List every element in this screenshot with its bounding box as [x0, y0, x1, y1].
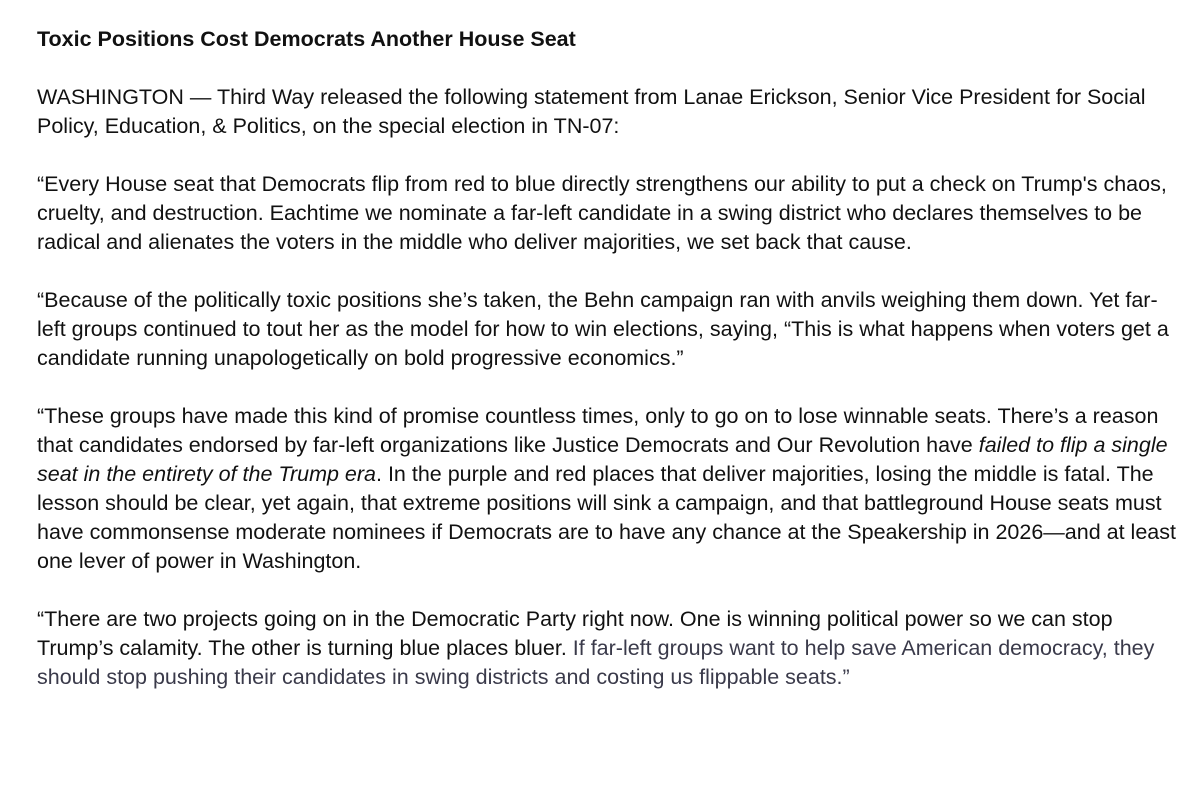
paragraph-3-text-start: “These groups have made this kind of promise countless times, only to go on to lose winnable seats. There’s a reason that candidates endorsed by far-left organizations like Justice Democrats and Our Revolution have	[37, 404, 1159, 457]
document-title: Toxic Positions Cost Democrats Another House Seat	[37, 27, 576, 51]
paragraph-4-text-main: “There are two projects going on in the Democratic Party right now. One is winning political power so we can stop Trump’s calamity. The other is turning blue places bluer.	[37, 607, 1113, 660]
paragraph-3-italic-text: failed to flip a single seat in the entirety of the Trump era	[37, 433, 1168, 486]
statement-paragraph-3	[37, 402, 1177, 576]
dateline-paragraph: WASHINGTON — Third Way released the following statement from Lanae Erickson, Senior Vice President for Social Policy, Education, & Politics, on the special election in TN-07:	[37, 85, 1146, 138]
statement-document	[37, 25, 1177, 721]
statement-paragraph-4	[37, 605, 1177, 692]
statement-paragraph-2: “Because of the politically toxic positions she’s taken, the Behn campaign ran with anvils weighing them down. Yet far-left groups continued to tout her as the model for how to win elections, saying, “This is what happens when voters get a candidate running unapologetically on bold progressive economics.”	[37, 288, 1169, 370]
paragraph-3-text-end: . In the purple and red places that deliver majorities, losing the middle is fatal. The lesson should be clear, yet again, that extreme positions will sink a campaign, and that battleground House seats must have commonsense moderate nominees if Democrats are to have any chance at the Speakership in 2026—and at least one lever of power in Washington.	[37, 462, 1176, 573]
statement-paragraph-1: “Every House seat that Democrats flip from red to blue directly strengthens our ability to put a check on Trump's chaos, cruelty, and destruction. Eachtime we nominate a far-left candidate in a swing district who declares themselves to be radical and alienates the voters in the middle who deliver majorities, we set back that cause.	[37, 172, 1167, 254]
paragraph-4-text-muted: If far-left groups want to help save American democracy, they should stop pushing their candidates in swing districts and costing us flippable seats.”	[37, 636, 1155, 689]
